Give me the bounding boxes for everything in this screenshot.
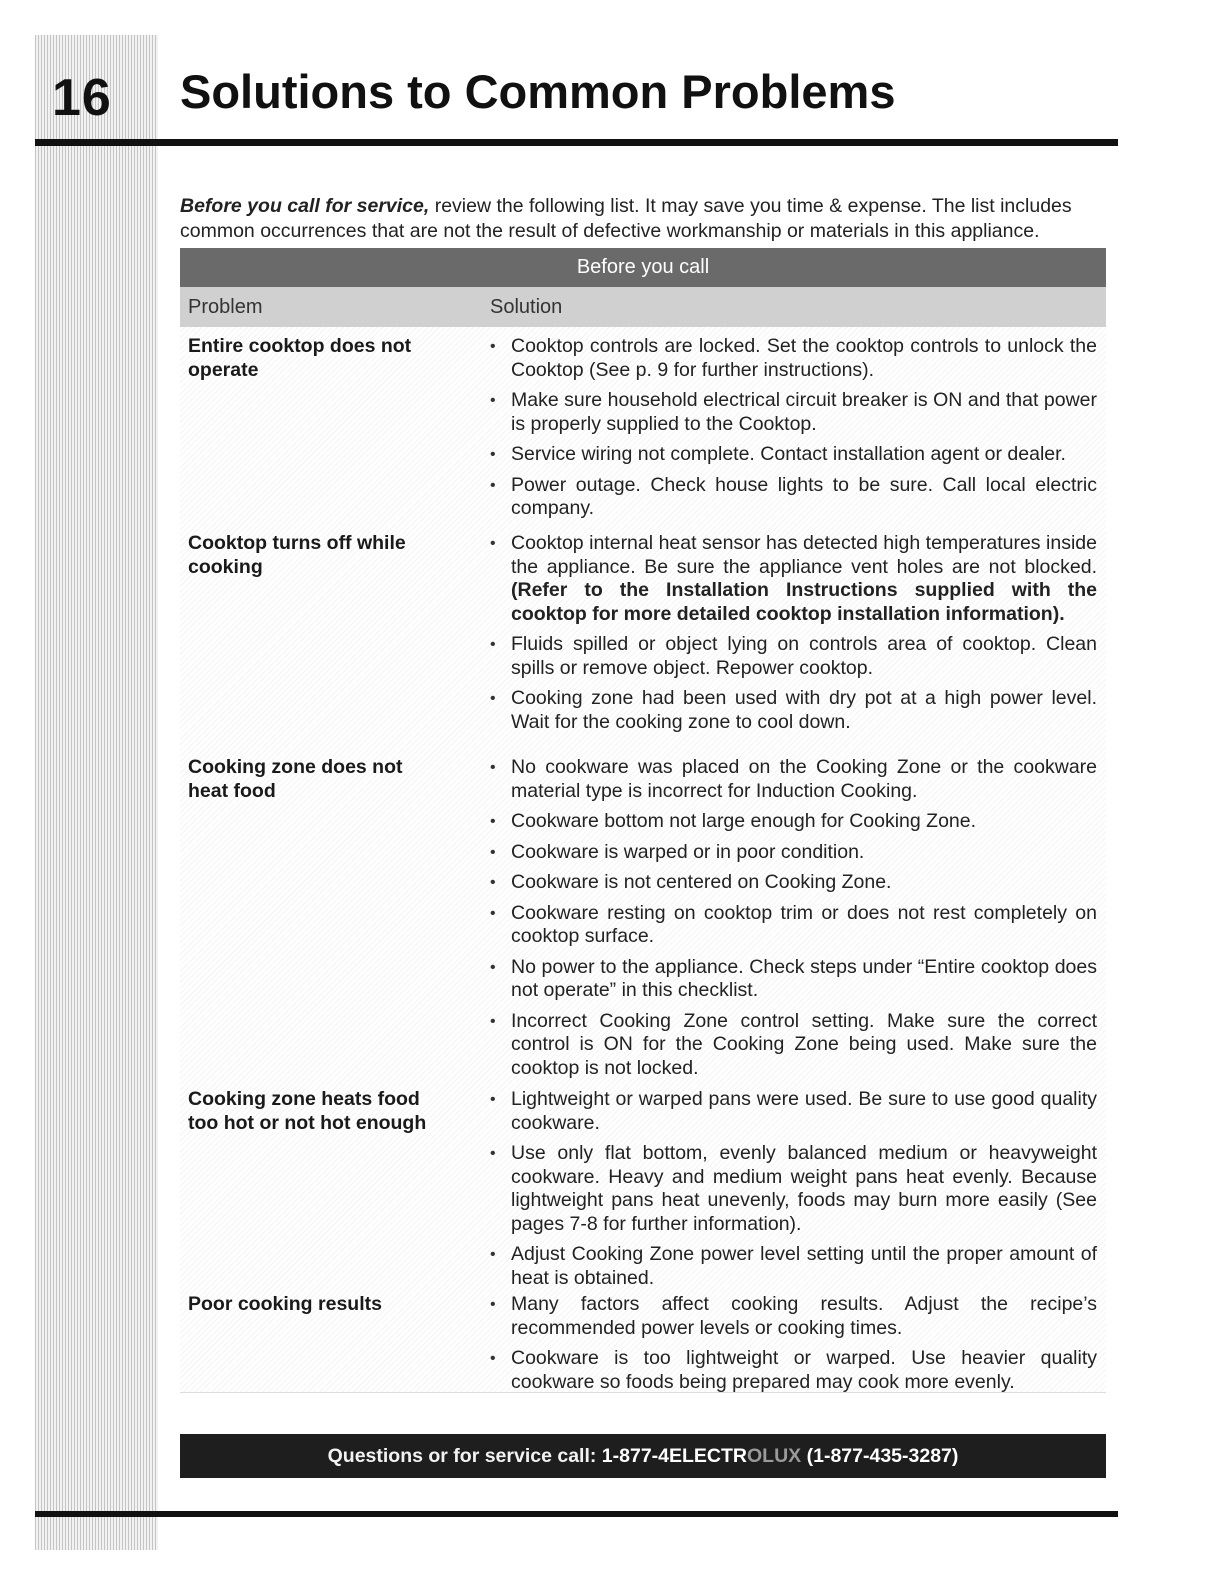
top-rule bbox=[35, 139, 1118, 146]
solution-item: • Adjust Cooking Zone power level setting until the proper amount of heat is obtained. bbox=[485, 1243, 1097, 1290]
service-phone-numeric: (1-877-435-3287) bbox=[806, 1445, 959, 1467]
service-call-label: Questions or for service call: bbox=[327, 1445, 597, 1467]
problem-cell: Cooking zone does not heat food bbox=[188, 756, 403, 802]
solution-item: • Incorrect Cooking Zone control setting. Make sure the correct control is ON for the Cooking Zone being used. Make sure the cooktop is not locked. bbox=[485, 1010, 1097, 1081]
solution-list bbox=[485, 756, 1097, 1087]
solution-item: • Cookware is warped or in poor condition. bbox=[485, 841, 1097, 865]
intro-paragraph bbox=[180, 194, 1105, 244]
bottom-rule bbox=[35, 1511, 1118, 1517]
solution-item: • Cooktop controls are locked. Set the cooktop controls to unlock the Cooktop (See p. 9 for further instructions). bbox=[485, 335, 1097, 382]
solution-list bbox=[485, 532, 1097, 741]
solution-list bbox=[485, 1088, 1097, 1297]
problem-cell: Poor cooking results bbox=[188, 1293, 382, 1315]
side-decoration-strip bbox=[35, 35, 158, 1550]
service-phone-prefix: 1-877-4ELECTR bbox=[601, 1445, 748, 1467]
page-number: 16 bbox=[52, 69, 112, 127]
intro-text: review the following list. It may save you time & expense. The list includes common occurrences that are not the result of defective workmanship or materials in this appliance. bbox=[180, 195, 1072, 242]
solution-item: • No cookware was placed on the Cooking Zone or the cookware material type is incorrect for Induction Cooking. bbox=[485, 756, 1097, 803]
solution-item: • Use only flat bottom, evenly balanced medium or heavyweight cookware. Heavy and medium weight pans heat evenly. Because lightweight pans heat unevenly, foods may burn more easily (See pages 7-8 for further information). bbox=[485, 1142, 1097, 1236]
solution-item: • Fluids spilled or object lying on controls area of cooktop. Clean spills or remove object. Repower cooktop. bbox=[485, 633, 1097, 680]
problem-cell: Cooking zone heats food too hot or not hot enough bbox=[188, 1088, 427, 1134]
page-title: Solutions to Common Problems bbox=[180, 65, 896, 118]
service-call-banner bbox=[180, 1434, 1106, 1478]
service-phone-brand-suffix: OLUX bbox=[747, 1445, 802, 1467]
solution-item: • Cookware bottom not large enough for Cooking Zone. bbox=[485, 810, 1097, 834]
table-banner: Before you call bbox=[180, 248, 1106, 287]
troubleshooting-table bbox=[180, 248, 1106, 1393]
problem-cell: Cooktop turns off while cooking bbox=[188, 532, 406, 578]
problem-cell: Entire cooktop does not operate bbox=[188, 335, 412, 381]
solution-item: • Cookware is too lightweight or warped. Use heavier quality cookware so foods being prepared may cook more evenly. bbox=[485, 1347, 1097, 1394]
solution-item: • Service wiring not complete. Contact installation agent or dealer. bbox=[485, 443, 1097, 467]
table-header-row bbox=[180, 287, 1106, 327]
solution-item: • No power to the appliance. Check steps under “Entire cooktop does not operate” in this checklist. bbox=[485, 956, 1097, 1003]
solution-item: • Power outage. Check house lights to be sure. Call local electric company. bbox=[485, 474, 1097, 521]
solution-item bbox=[485, 532, 1097, 626]
solution-item: • Make sure household electrical circuit breaker is ON and that power is properly supplied to the Cooktop. bbox=[485, 389, 1097, 436]
solution-item: • Cookware resting on cooktop trim or does not rest completely on cooktop surface. bbox=[485, 902, 1097, 949]
solution-list bbox=[485, 1293, 1097, 1401]
intro-lead: Before you call for service, bbox=[180, 195, 430, 217]
solution-item: • Lightweight or warped pans were used. Be sure to use good quality cookware. bbox=[485, 1088, 1097, 1135]
solution-bold-note: (Refer to the Installation Instructions supplied with the cooktop for more detailed cooktop installation information). bbox=[511, 579, 1097, 625]
solution-item: • Many factors affect cooking results. Adjust the recipe’s recommended power levels or cooking times. bbox=[485, 1293, 1097, 1340]
solution-item: • Cooking zone had been used with dry pot at a high power level. Wait for the cooking zone to cool down. bbox=[485, 687, 1097, 734]
column-header-solution: Solution bbox=[490, 296, 563, 318]
solution-item: • Cookware is not centered on Cooking Zone. bbox=[485, 871, 1097, 895]
solution-list bbox=[485, 335, 1097, 528]
column-header-problem: Problem bbox=[188, 296, 263, 318]
solution-text: Cooktop internal heat sensor has detected high temperatures inside the appliance. Be sure the appliance vent holes are not blocked. bbox=[511, 532, 1097, 578]
